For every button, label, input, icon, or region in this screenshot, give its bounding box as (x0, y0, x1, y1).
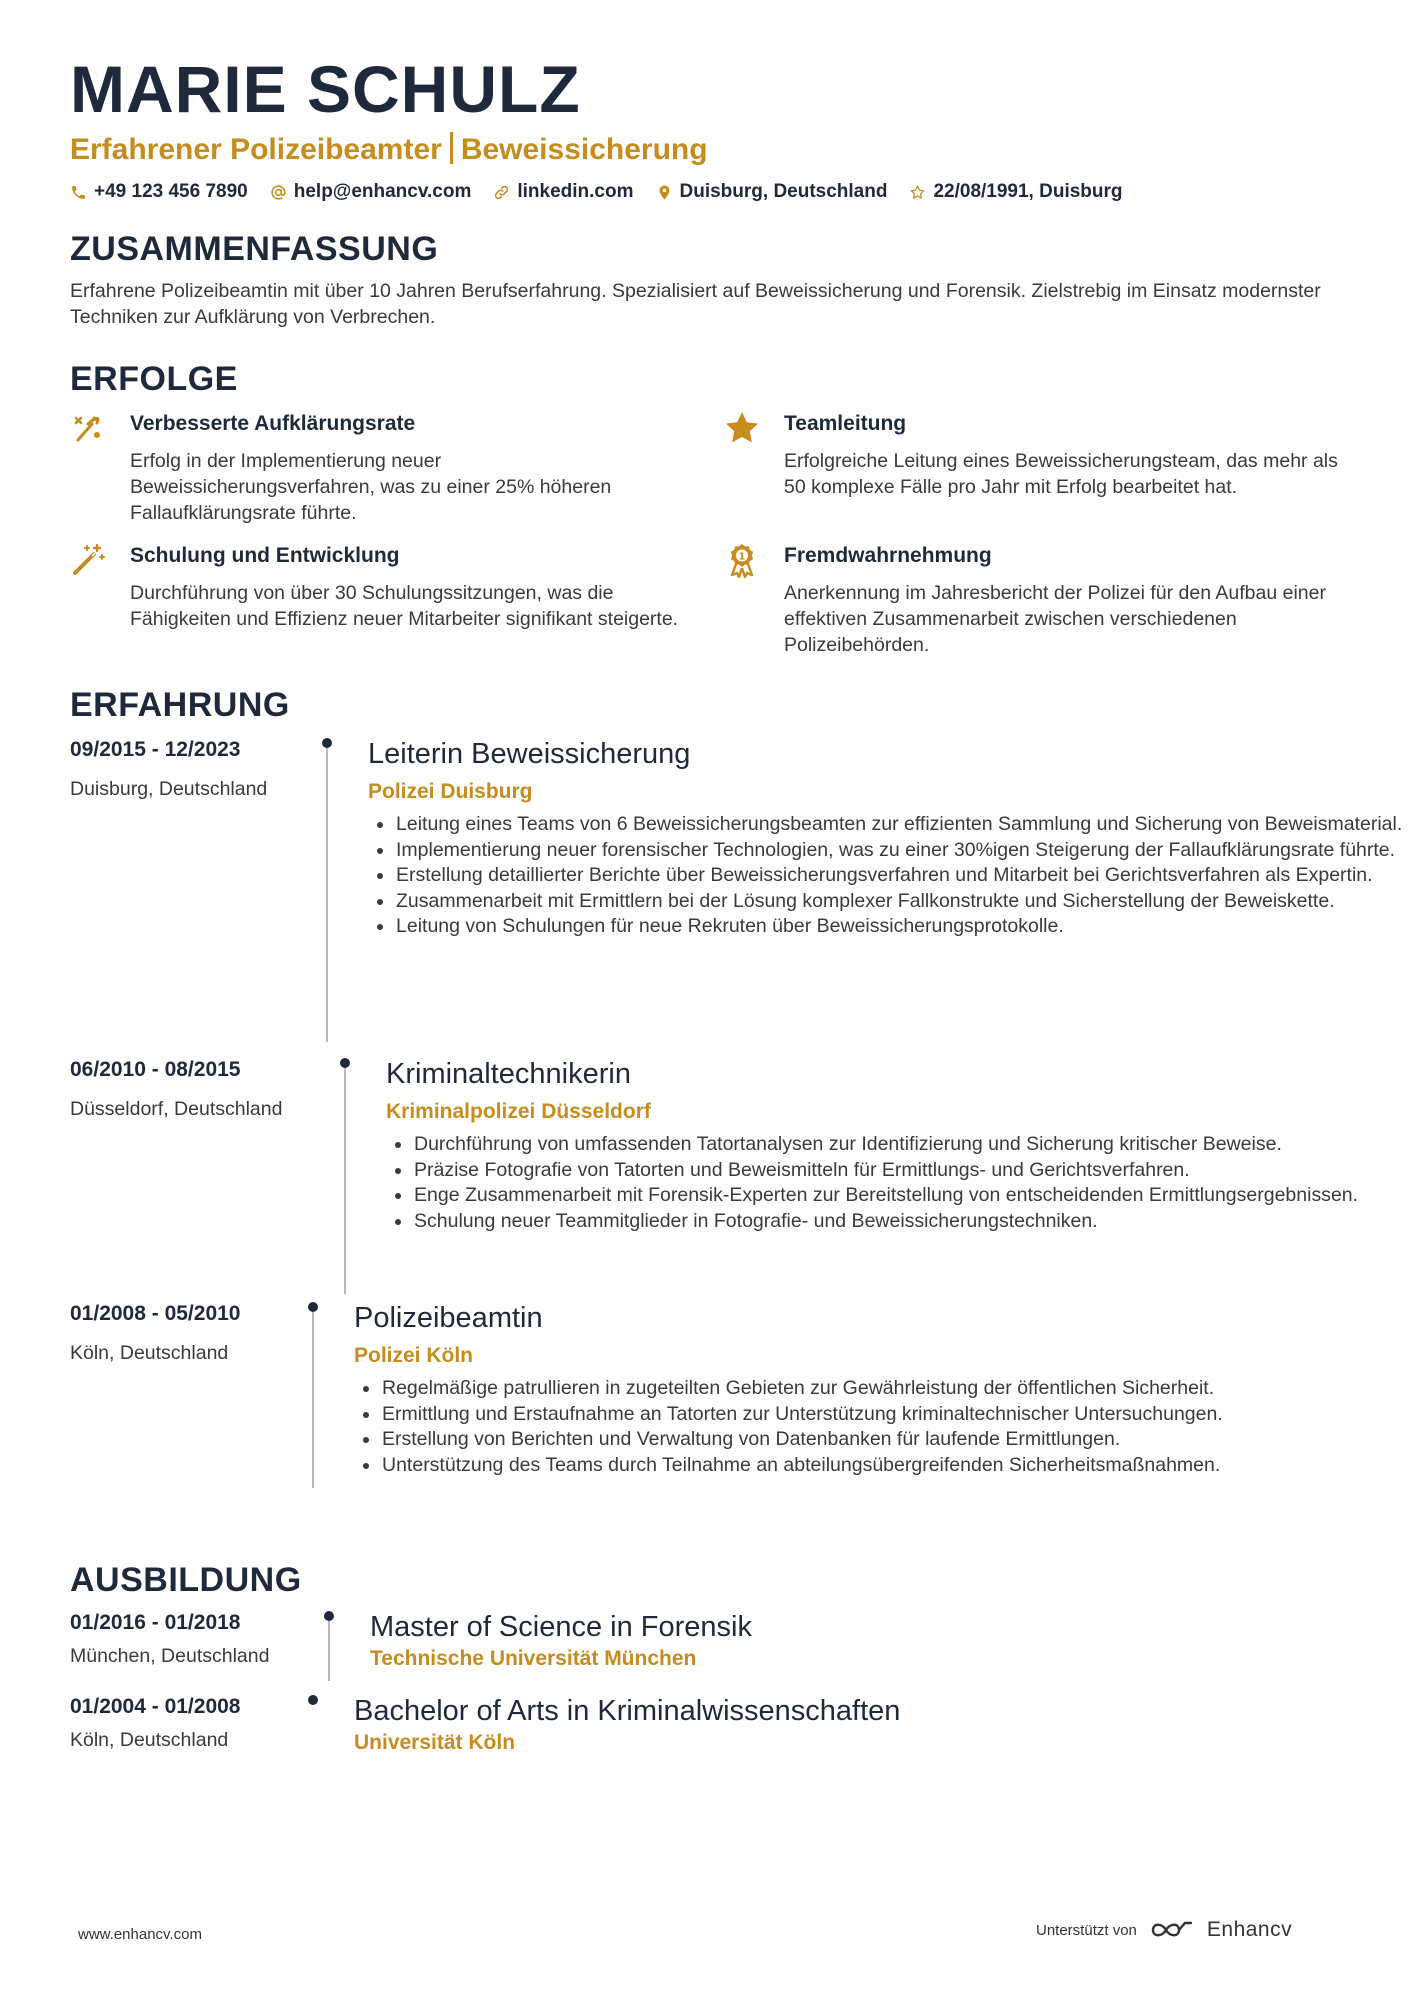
education-degree: Master of Science in Forensik (370, 1611, 752, 1643)
title-specialty: Beweissicherung (460, 133, 708, 166)
contact-location (656, 181, 888, 203)
link-icon (493, 184, 510, 201)
phone-text: +49 123 456 7890 (94, 181, 248, 202)
timeline-dot (308, 1695, 318, 1705)
experience-location: Köln, Deutschland (70, 1342, 229, 1364)
section-title-experience: ERFAHRUNG (70, 686, 290, 724)
education-date: 01/2016 - 01/2018 (70, 1611, 241, 1634)
experience-org: Polizei Duisburg (368, 780, 533, 803)
brand-name: Enhancv (1206, 1918, 1293, 1941)
experience-entry (70, 738, 1403, 1048)
achievement-desc: Erfolgreiche Leitung eines Beweissicherungsteam, das mehr als 50 komplexe Fälle pro Jahr mit Erfolg bearbeitet hat. (784, 450, 1338, 498)
list-item: Ermittlung und Erstaufnahme an Tatorten zur Unterstützung kriminaltechnischer Untersuchungen. (354, 1402, 1404, 1428)
star-icon (724, 410, 760, 446)
achievement-title: Verbesserte Aufklärungsrate (130, 412, 416, 435)
achievement-title: Teamleitung (784, 412, 907, 435)
experience-bullets (354, 1376, 1404, 1478)
education-date: 01/2004 - 01/2008 (70, 1695, 241, 1718)
title-role: Erfahrener Polizeibeamter (70, 133, 442, 166)
timeline-dot (308, 1302, 318, 1312)
birth-text: 22/08/1991, Duisburg (933, 181, 1123, 202)
contact-bar (70, 181, 1123, 203)
list-item: Zusammenarbeit mit Ermittlern bei der Lösung komplexer Fallkonstrukte und Sicherstellung der Beweiskette. (368, 889, 1410, 915)
title-separator (450, 132, 453, 164)
contact-email[interactable] (270, 181, 472, 203)
svg-text:1: 1 (738, 551, 746, 563)
timeline-dot (324, 1611, 334, 1621)
education-entry (70, 1611, 1350, 1691)
at-icon (270, 184, 287, 201)
experience-bullets (368, 812, 1410, 940)
list-item: Erstellung von Berichten und Verwaltung von Datenbanken für laufende Ermittlungen. (354, 1427, 1404, 1453)
footer-website[interactable]: www.enhancv.com (78, 1926, 202, 1943)
location-pin-icon (656, 184, 673, 201)
phone-icon (70, 184, 87, 201)
experience-location: Duisburg, Deutschland (70, 778, 268, 800)
location-text: Duisburg, Deutschland (679, 181, 888, 202)
achievement-desc: Durchführung von über 30 Schulungssitzungen, was die Fähigkeiten und Effizienz neuer Mitarbeiter signifikant steigerte. (130, 582, 679, 630)
candidate-title (70, 132, 708, 165)
enhancv-logo-icon (1149, 1918, 1195, 1942)
education-location: München, Deutschland (70, 1645, 270, 1667)
achievement-desc: Erfolg in der Implementierung neuer Beweissicherungsverfahren, was zu einer 25% höheren Fallaufklärungsrate führte. (130, 450, 612, 524)
list-item: Leitung eines Teams von 6 Beweissicherungsbeamten zur effizienten Sammlung und Sicherung von Beweismaterial. (368, 812, 1410, 838)
experience-org: Polizei Köln (354, 1344, 474, 1367)
magic-wand-icon (70, 542, 106, 578)
education-school: Universität Köln (354, 1731, 516, 1754)
contact-phone (70, 181, 248, 203)
experience-date: 06/2010 - 08/2015 (70, 1058, 241, 1081)
education-degree: Bachelor of Arts in Kriminalwissenschaften (354, 1695, 901, 1727)
experience-date: 01/2008 - 05/2010 (70, 1302, 241, 1325)
list-item: Leitung von Schulungen für neue Rekruten über Beweissicherungsprotokolle. (368, 914, 1410, 940)
contact-birth (909, 181, 1122, 203)
star-outline-icon (909, 184, 926, 201)
timeline-line (328, 1621, 330, 1681)
timeline-dot (322, 738, 332, 748)
experience-role: Kriminaltechnikerin (386, 1058, 631, 1090)
experience-role: Polizeibeamtin (354, 1302, 543, 1334)
education-entry (70, 1695, 1350, 1765)
education-location: Köln, Deutschland (70, 1729, 229, 1751)
list-item: Erstellung detaillierter Berichte über Beweissicherungsverfahren und Mitarbeit bei Gerichtsverfahren als Expertin. (368, 863, 1410, 889)
achievement-title: Fremdwahrnehmung (784, 544, 992, 567)
achievement-title: Schulung und Entwicklung (130, 544, 400, 567)
education-school: Technische Universität München (370, 1647, 697, 1670)
award-badge-icon (724, 542, 760, 578)
experience-date: 09/2015 - 12/2023 (70, 738, 241, 761)
list-item: Unterstützung des Teams durch Teilnahme an abteilungsübergreifenden Sicherheitsmaßnahmen. (354, 1453, 1404, 1479)
footer-branding (1036, 1918, 1292, 1942)
timeline-line (326, 748, 328, 1042)
list-item: Regelmäßige patrullieren in zugeteilten Gebieten zur Gewährleistung der öffentlichen Sicherheit. (354, 1376, 1404, 1402)
powered-by-text: Unterstützt von (1036, 1921, 1137, 1939)
experience-location: Düsseldorf, Deutschland (70, 1098, 283, 1120)
experience-entry (70, 1302, 1350, 1542)
experience-role: Leiterin Beweissicherung (368, 738, 691, 770)
wand-arrow-icon (70, 410, 106, 446)
list-item: Durchführung von umfassenden Tatortanalysen zur Identifizierung und Sicherung kritischer Beweise. (386, 1132, 1406, 1158)
experience-bullets (386, 1132, 1406, 1234)
timeline-dot (340, 1058, 350, 1068)
achievement-desc: Anerkennung im Jahresbericht der Polizei für den Aufbau einer effektiven Zusammenarbeit zwischen verschiedenen Polizeibehörden. (784, 582, 1326, 656)
timeline-line (312, 1312, 314, 1488)
summary-text: Erfahrene Polizeibeamtin mit über 10 Jahren Berufserfahrung. Spezialisiert auf Beweissicherung und Forensik. Zielstrebig im Einsatz modernster Techniken zur Aufklärung von Verbrechen. (70, 280, 1321, 328)
email-text: help@enhancv.com (293, 181, 472, 202)
experience-org: Kriminalpolizei Düsseldorf (386, 1100, 651, 1123)
section-title-achievements: ERFOLGE (70, 360, 238, 398)
list-item: Schulung neuer Teammitglieder in Fotografie- und Beweissicherungstechniken. (386, 1209, 1406, 1235)
section-title-education: AUSBILDUNG (70, 1561, 302, 1599)
list-item: Enge Zusammenarbeit mit Forensik-Experten zur Bereitstellung von entscheidenden Ermittlungsergebnissen. (386, 1183, 1406, 1209)
contact-linkedin[interactable] (493, 181, 633, 203)
list-item: Präzise Fotografie von Tatorten und Beweismitteln für Ermittlungs- und Gerichtsverfahren. (386, 1158, 1406, 1184)
candidate-name: MARIE SCHULZ (70, 52, 581, 126)
linkedin-text: linkedin.com (517, 181, 634, 202)
timeline-line (344, 1068, 346, 1294)
section-title-summary: ZUSAMMENFASSUNG (70, 230, 439, 268)
experience-entry (70, 1058, 1359, 1298)
list-item: Implementierung neuer forensischer Technologien, was zu einer 30%igen Steigerung der Fallaufklärungsrate führte. (368, 838, 1410, 864)
